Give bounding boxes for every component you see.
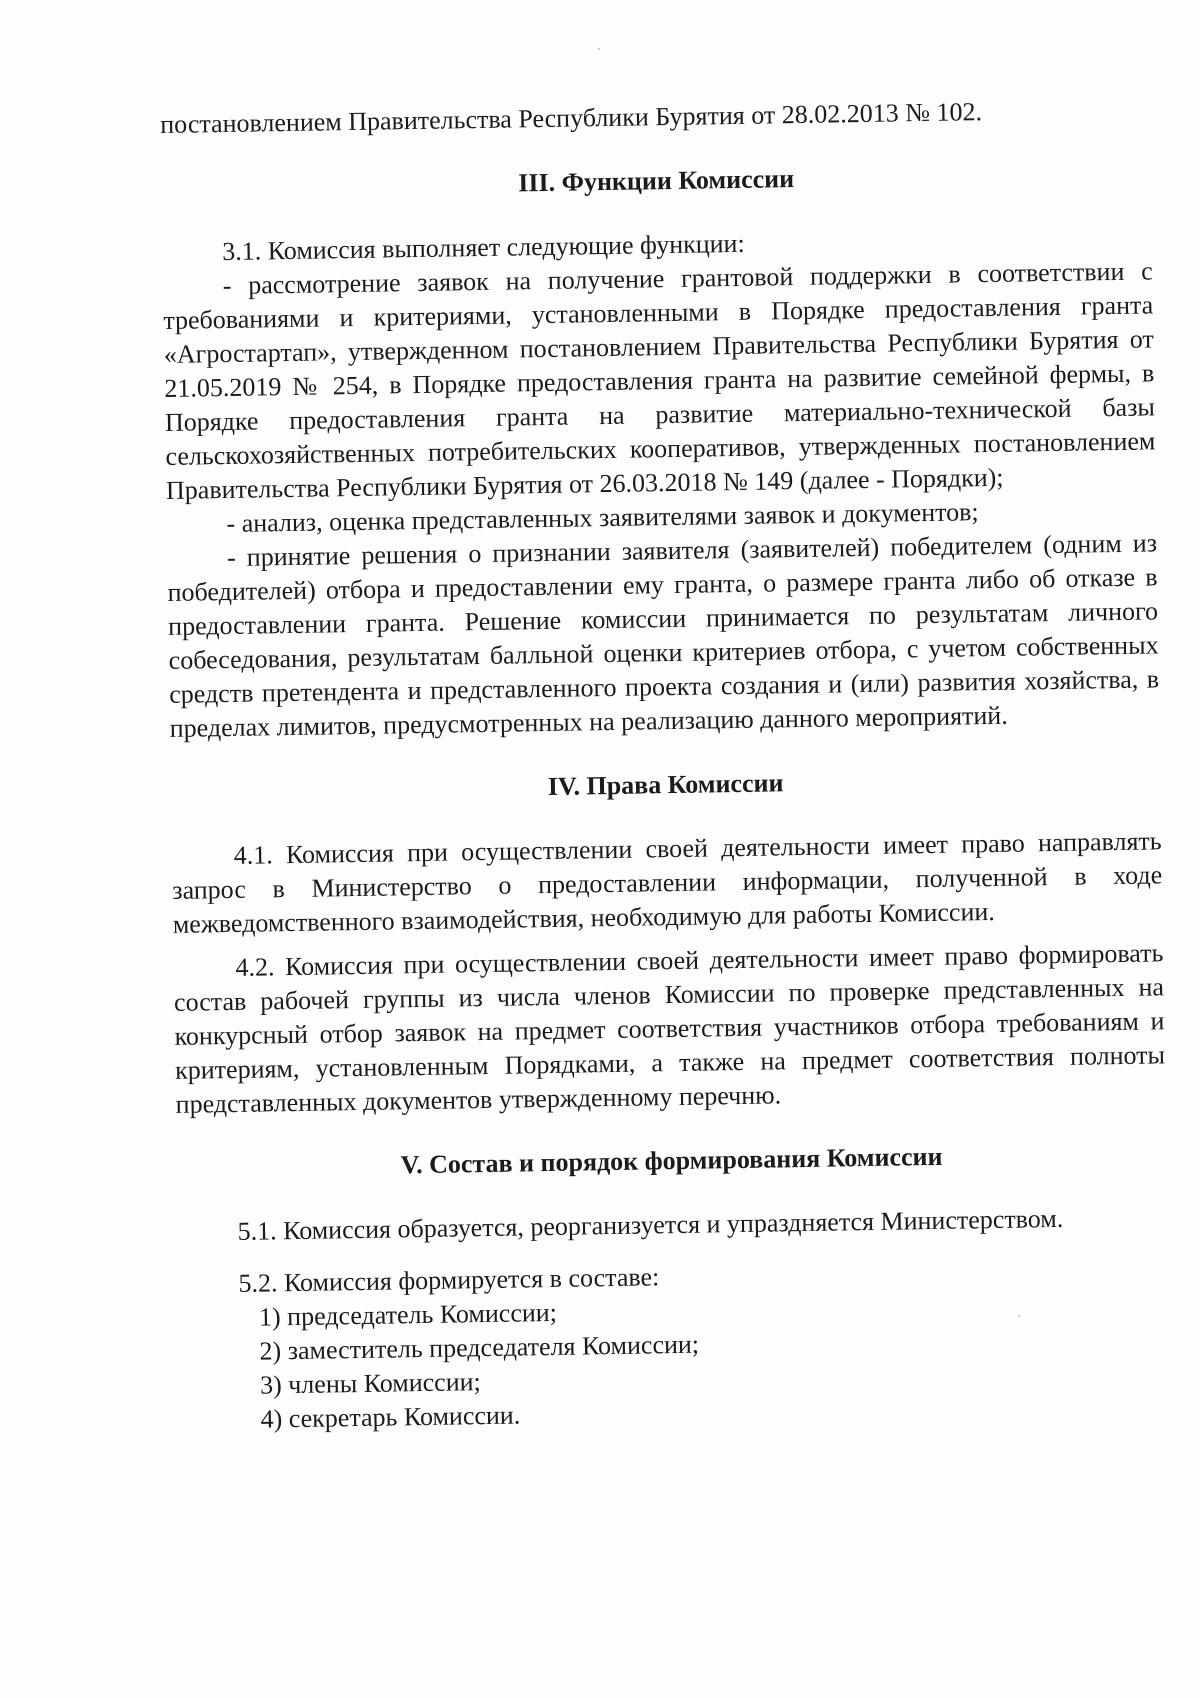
clause-3-1: 3.1. Комиссия выполняет следующие функции: [222, 228, 745, 267]
section-5-heading: V. Состав и порядок формирования Комиссии [400, 1141, 943, 1180]
composition-item: 2) заместитель председателя Комиссии; [259, 1329, 700, 1366]
clause-4-2: 4.2. Комиссия при осуществлении своей деятельности имеет право формировать состав рабочей группы из числа членов Комиссии по проверке представленных на конкурсный отбор заявок на предмет соответствия участников отбора требованиям и критериям, установленным Порядками, а также на предмет соответствия полноты представленных документов утвержденному перечню. [173, 938, 1166, 1119]
scan-speck [598, 48, 600, 50]
section-4-heading: IV. Права Комиссии [547, 768, 784, 801]
clause-5-2: 5.2. Комиссия формируется в составе: [238, 1262, 660, 1298]
clause-5-1: 5.1. Комиссия образуется, реорганизуется и упраздняется Министерством. [237, 1203, 1064, 1246]
document-body [160, 92, 1171, 1437]
top-line: постановлением Правительства Республики Бурятия от 28.02.2013 № 102. [160, 97, 983, 139]
clause-4-1: 4.1. Комиссия при осуществлении своей деятельности имеет право направлять запрос в Министерство о предоставлении информации, полученной в ходе межведомственного взаимодействия, необходимую для работы Комиссии. [172, 826, 1163, 939]
composition-item: 1) председатель Комиссии; [258, 1297, 558, 1332]
section-3-heading: III. Функции Комиссии [518, 164, 795, 198]
function-item: - рассмотрение заявок на получение грантовой поддержки в соответствии с требованиями и критериями, установленными в Порядке предоставления гранта «Агростартап», утвержденном постановлением Правительства Республики Бурятия от 21.05.2019 № 254, в Порядке предоставления гранта на развитие семейной фермы, в Порядке предоставления гранта на развитие материально-технической базы сельскохозяйственных потребительских кооперативов, утвержденных постановлением Правительства Республики Бурятия от 26.03.2018 № 149 (далее - Порядки); [163, 256, 1156, 505]
composition-item: 3) члены Комиссии; [259, 1367, 481, 1400]
composition-item: 4) секретарь Комиссии. [260, 1400, 521, 1434]
function-item: - принятие решения о признании заявителя (заявителей) победителем (одним из победителей) отбора и предоставлении ему гранта, о размере гранта либо об отказе в предоставлении гранта. Решение комиссии принимается по результатам личного собеседования, результатам балльной оценки критериев отбора, с учетом собственных средств претендента и представленного проекта создания и (или) развития хозяйства, в пределах лимитов, предусмотренных на реализацию данного мероприятий. [167, 528, 1160, 743]
function-item: - анализ, оценка представленных заявителями заявок и документов; [226, 497, 979, 539]
